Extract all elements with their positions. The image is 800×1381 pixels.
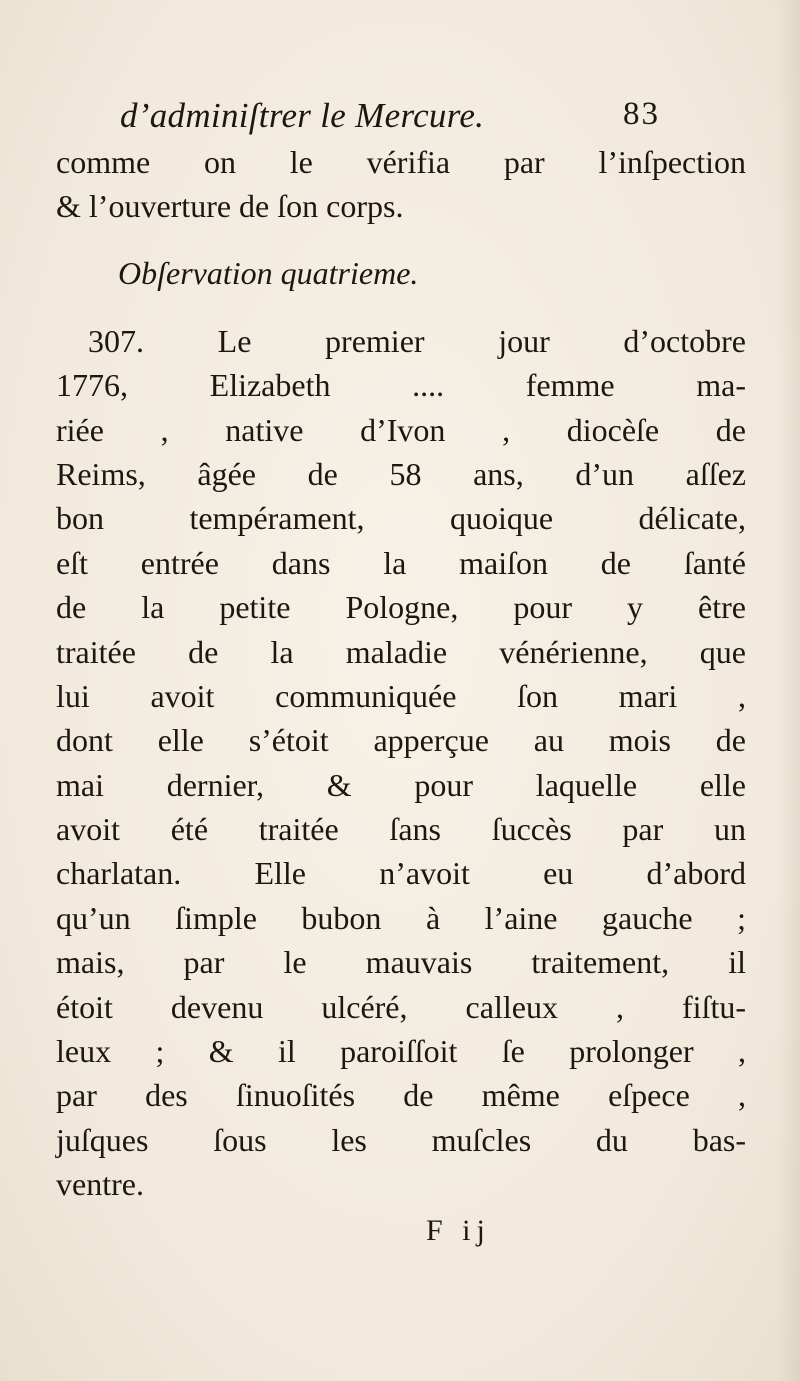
text-line: Reims, âgée de 58 ans, d’un aſſez — [56, 455, 746, 492]
text-line: 307. Le premier jour d’octobre — [88, 322, 746, 359]
text-line: par des ſinuoſités de même eſpece , — [56, 1077, 746, 1114]
text-line: eſt entrée dans la maiſon de ſanté — [56, 544, 746, 581]
text-line: qu’un ſimple bubon à l’aine gauche ; — [56, 899, 746, 936]
text-line: comme on le vérifia par l’inſpection — [56, 144, 746, 180]
text-line: lui avoit communiquée ſon mari , — [56, 677, 746, 714]
text-line: leux ; & il paroiſſoit ſe prolonger , — [56, 1033, 746, 1070]
text-line: dont elle s’étoit apperçue au mois de — [56, 722, 746, 759]
text-line: 1776, Elizabeth .... femme ma- — [56, 367, 746, 404]
text-line: traitée de la maladie vénérienne, que — [56, 633, 746, 670]
text-line: riée , native d’Ivon , diocèſe de — [56, 411, 746, 448]
text-line: bon tempérament, quoique délicate, — [56, 500, 746, 537]
signature-mark: F ij — [426, 1214, 491, 1247]
text-line: ventre. — [56, 1166, 144, 1203]
page-gutter-shadow — [778, 0, 800, 1381]
text-line: étoit devenu ulcéré, calleux , fiſtu- — [56, 988, 746, 1025]
text-line: avoit été traitée ſans ſuccès par un — [56, 811, 746, 848]
body-text — [56, 140, 746, 1207]
page-number: 83 — [623, 96, 660, 132]
text-line: & l’ouverture de ſon corps. — [56, 188, 404, 225]
section-title: Obſervation quatrieme. — [118, 254, 419, 291]
page-header — [120, 96, 660, 144]
text-line: charlatan. Elle n’avoit eu d’abord — [56, 855, 746, 892]
text-line: juſques ſous les muſcles du bas- — [56, 1121, 746, 1158]
text-line: mais, par le mauvais traitement, il — [56, 944, 746, 981]
text-line: de la petite Pologne, pour y être — [56, 589, 746, 626]
running-title: d’adminiſtrer le Mercure. — [120, 96, 485, 135]
text-line: mai dernier, & pour laquelle elle — [56, 766, 746, 803]
